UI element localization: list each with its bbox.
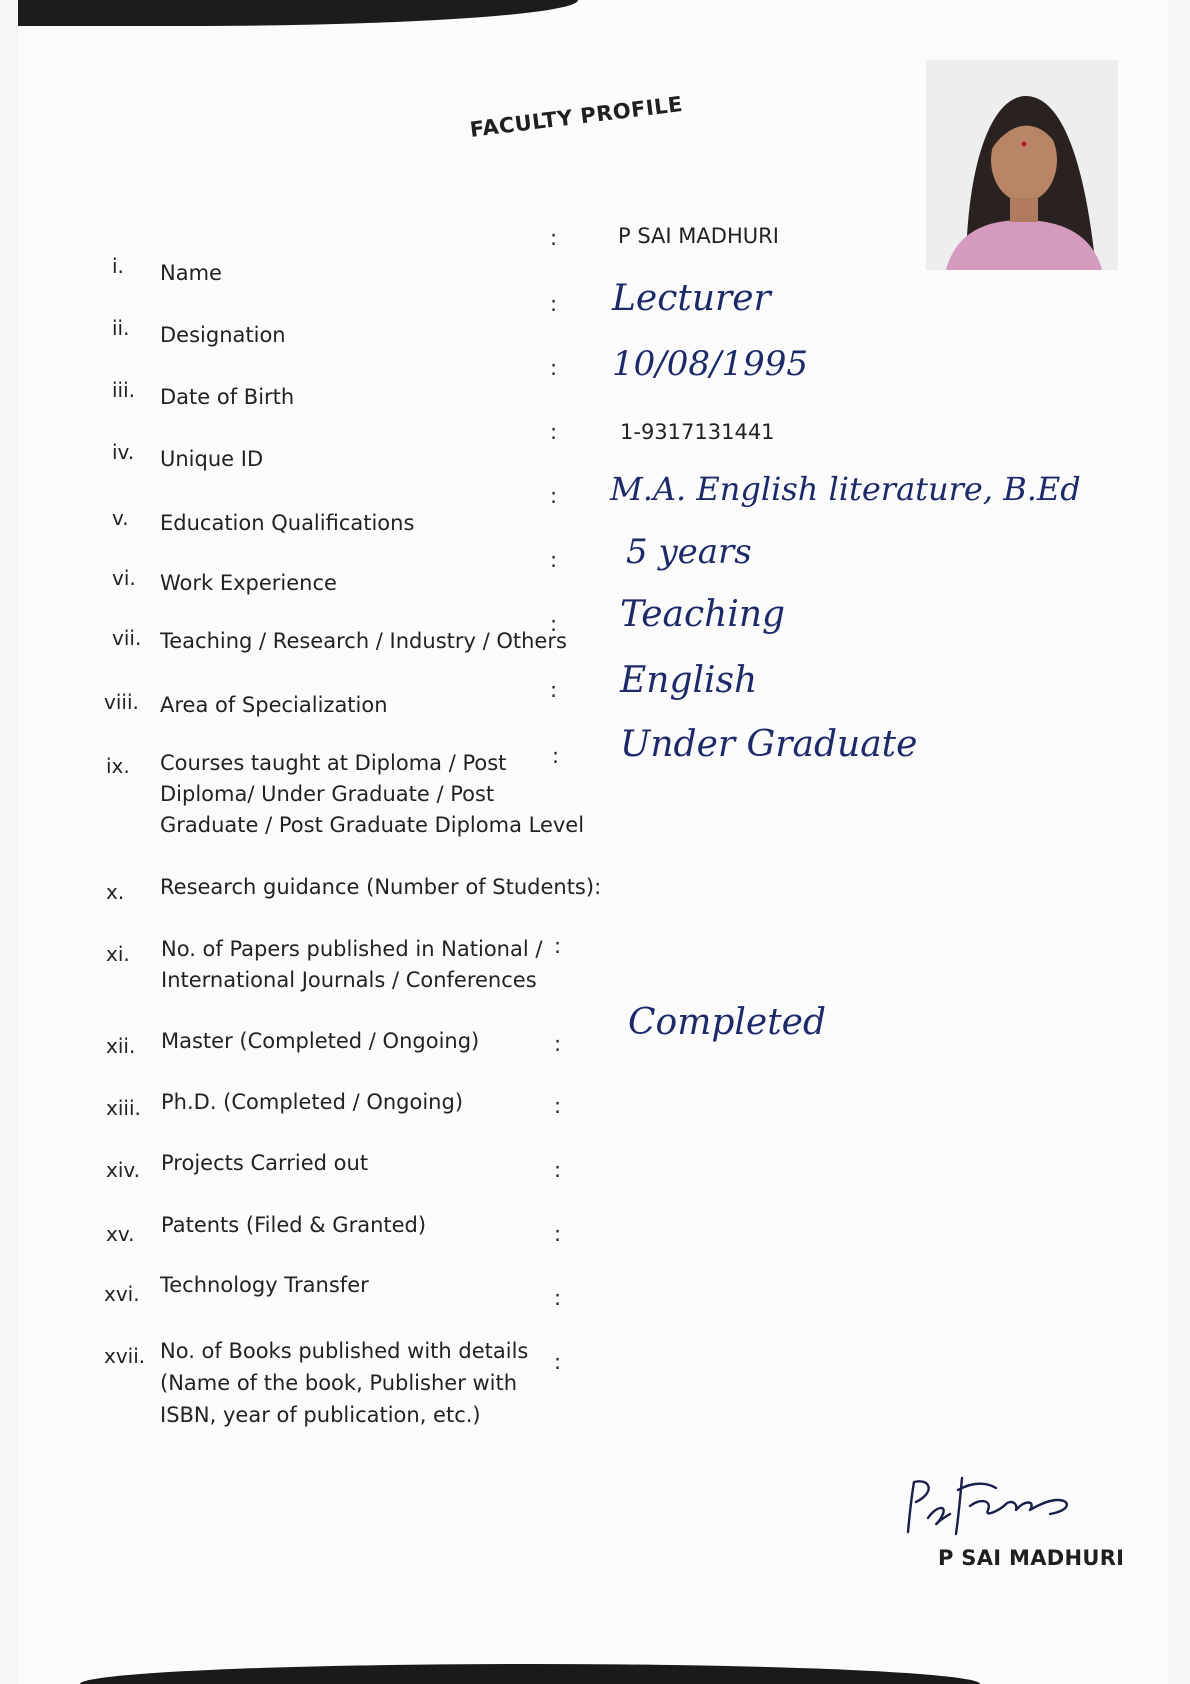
colon: : <box>552 744 560 768</box>
field-value-teaching-research: Teaching <box>620 594 786 635</box>
field-label-designation: Designation <box>160 323 286 347</box>
field-label-technology-transfer: Technology Transfer <box>160 1273 369 1297</box>
colon: : <box>550 292 558 316</box>
field-label-patents: Patents (Filed & Granted) <box>161 1213 427 1237</box>
field-label-work-experience: Work Experience <box>160 571 337 595</box>
row-number: xii. <box>106 1034 136 1058</box>
colon: : <box>550 226 558 250</box>
colon: : <box>554 1032 562 1056</box>
colon: : <box>550 548 558 572</box>
field-label-research-guidance: Research guidance (Number of Students): <box>160 875 602 899</box>
page-title: FACULTY PROFILE <box>468 91 685 142</box>
field-value-unique-id: 1-9317131441 <box>620 420 775 444</box>
row-number: v. <box>112 506 129 530</box>
colon: : <box>554 1286 562 1310</box>
field-value-designation: Lecturer <box>612 278 771 319</box>
field-label-unique-id: Unique ID <box>160 447 264 471</box>
row-number: xiii. <box>106 1096 141 1120</box>
field-value-work-experience: 5 years <box>626 532 752 572</box>
signature <box>900 1470 1080 1540</box>
field-value-courses-taught: Under Graduate <box>620 724 918 765</box>
colon: : <box>554 1222 562 1246</box>
row-number: vii. <box>112 626 142 650</box>
row-number: iii. <box>112 378 136 402</box>
row-number: ix. <box>106 754 130 778</box>
row-number: xi. <box>106 942 130 966</box>
field-label-specialization: Area of Specialization <box>160 693 388 717</box>
profile-photo <box>926 60 1118 270</box>
colon: : <box>554 1350 562 1374</box>
field-label-books-line-1: No. of Books published with details <box>160 1339 529 1363</box>
row-number: xiv. <box>106 1158 141 1182</box>
field-value-master: Completed <box>628 1002 827 1043</box>
row-number: ii. <box>112 316 130 340</box>
field-label-papers-line-1: No. of Papers published in National / <box>161 937 543 961</box>
field-label-courses-line-2: Diploma/ Under Graduate / Post <box>160 782 495 806</box>
field-value-education: M.A. English literature, B.Ed <box>610 470 1081 508</box>
field-label-date-of-birth: Date of Birth <box>160 385 295 409</box>
field-label-books-line-3: ISBN, year of publication, etc.) <box>160 1403 481 1427</box>
colon: : <box>554 1158 562 1182</box>
row-number: xvi. <box>104 1282 140 1306</box>
field-label-projects: Projects Carried out <box>161 1151 369 1175</box>
colon: : <box>554 1094 562 1118</box>
colon: : <box>554 934 562 958</box>
row-number: x. <box>106 880 125 904</box>
row-number: viii. <box>104 690 139 714</box>
colon: : <box>550 678 558 702</box>
signatory-name: P SAI MADHURI <box>938 1546 1125 1570</box>
row-number: iv. <box>112 440 135 464</box>
field-value-specialization: English <box>620 660 758 701</box>
row-number: i. <box>112 254 124 278</box>
field-label-education: Education Qualifications <box>160 511 415 535</box>
colon: : <box>550 420 558 444</box>
field-value-name: P SAI MADHURI <box>618 224 779 248</box>
row-number: xv. <box>106 1222 135 1246</box>
field-label-papers-line-2: International Journals / Conferences <box>161 968 537 992</box>
field-label-phd: Ph.D. (Completed / Ongoing) <box>161 1090 464 1114</box>
row-number: vi. <box>112 566 136 590</box>
row-number: xvii. <box>104 1344 146 1368</box>
colon: : <box>550 612 558 636</box>
field-label-courses-line-3: Graduate / Post Graduate Diploma Level <box>160 813 585 837</box>
field-label-name: Name <box>160 261 222 285</box>
field-label-master: Master (Completed / Ongoing) <box>161 1029 480 1053</box>
colon: : <box>550 484 558 508</box>
field-value-date-of-birth: 10/08/1995 <box>612 344 808 384</box>
field-label-courses-line-1: Courses taught at Diploma / Post <box>160 751 507 775</box>
field-label-teaching-research: Teaching / Research / Industry / Others <box>160 629 567 653</box>
field-label-books-line-2: (Name of the book, Publisher with <box>160 1371 518 1395</box>
colon: : <box>550 356 558 380</box>
